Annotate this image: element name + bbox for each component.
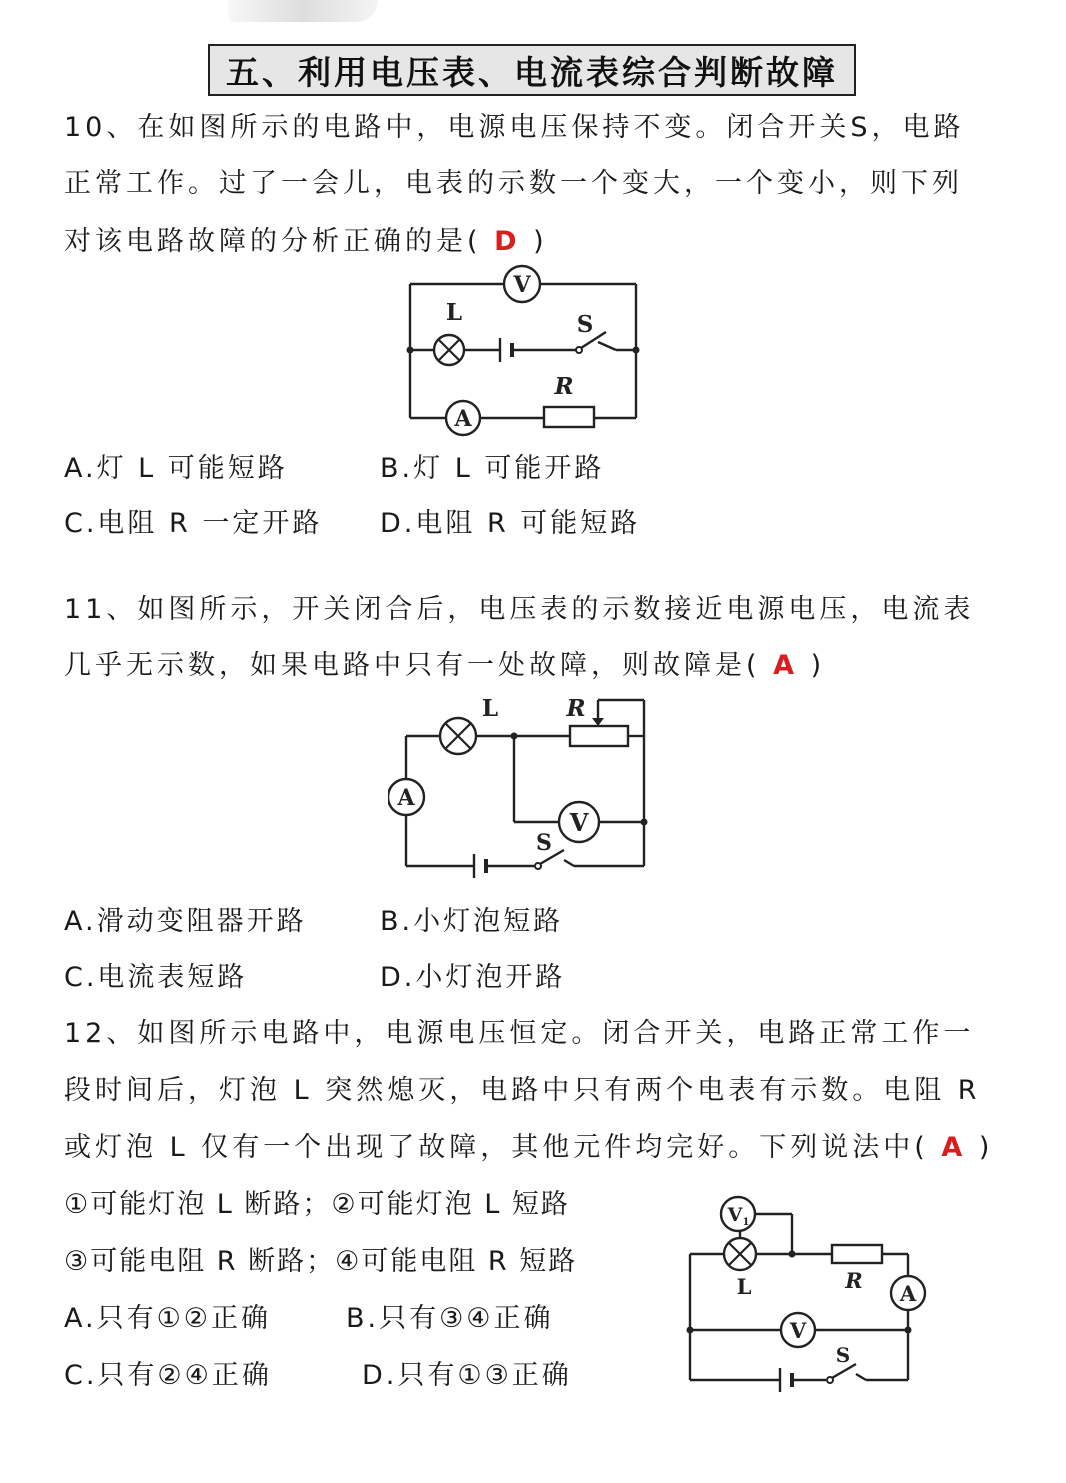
q12-junction-c (687, 1327, 694, 1334)
q10-junction-left (407, 347, 414, 354)
q10-switch-label: S (576, 311, 594, 338)
q12-statements-3-4: ③可能电阻 R 断路；④可能电阻 R 短路 (64, 1246, 578, 1277)
q11-close-paren: ) (810, 650, 826, 681)
q12-voltmeter-1-icon (721, 1197, 755, 1231)
scan-smudge (228, 0, 378, 22)
svg-text:A: A (454, 406, 472, 432)
q11-stem-end: 几乎无示数，如果电路中只有一处故障，则故障是( (64, 650, 761, 681)
q10-lamp-icon (434, 335, 464, 365)
section-title: 五、利用电压表、电流表综合判断故障 (208, 44, 856, 96)
svg-text:V: V (789, 1318, 807, 1343)
q12-switch-label: S (835, 1343, 851, 1367)
q11-circuit-diagram (388, 690, 658, 890)
svg-text:A: A (397, 785, 415, 811)
q10-resistor-icon (544, 407, 594, 427)
q10-stem-end: 对该电路故障的分析正确的是( (64, 226, 482, 257)
q12-option-b[interactable]: B.只有③④正确 (346, 1303, 554, 1334)
q10-option-c[interactable]: C.电阻 R 一定开路 (64, 508, 323, 539)
q11-answer: A (773, 650, 799, 681)
q10-voltmeter-icon (504, 266, 540, 302)
q10-option-d[interactable]: D.电阻 R 可能短路 (380, 508, 641, 539)
q11-switch-label: S (536, 830, 552, 856)
svg-text:V: V (727, 1204, 743, 1226)
q11-option-d[interactable]: D.小灯泡开路 (380, 962, 566, 993)
q11-voltmeter-icon (559, 802, 599, 842)
q12-circuit-diagram (680, 1190, 930, 1400)
q10-answer: D (494, 226, 521, 257)
q12-close-paren: ) (978, 1132, 994, 1163)
q12-line-1: 12、如图所示电路中，电源电压恒定。闭合开关，电路正常工作一 (64, 1018, 975, 1049)
q11-lamp-icon (440, 718, 476, 754)
q11-rheostat-icon (570, 726, 628, 746)
q11-lamp-label: L (481, 695, 499, 722)
q11-slider-arrow-icon (592, 718, 604, 726)
q11-junction-top (511, 733, 518, 740)
q12-lamp-label: L (736, 1274, 752, 1299)
q11-option-b[interactable]: B.小灯泡短路 (380, 906, 564, 937)
q10-circuit-diagram (398, 262, 648, 437)
q12-junction-d (905, 1327, 912, 1334)
q12-option-a[interactable]: A.只有①②正确 (64, 1303, 271, 1334)
q10-lamp-label: L (445, 299, 463, 326)
q11-battery-icon (474, 854, 486, 878)
q12-voltmeter-icon (781, 1313, 815, 1347)
q10-resistor-label: R (554, 373, 574, 400)
svg-text:V: V (569, 808, 589, 837)
q12-ammeter-icon (891, 1276, 925, 1310)
q12-stem-end: 或灯泡 L 仅有一个出现了故障，其他元件均完好。下列说法中( (64, 1132, 929, 1163)
q11-line-1: 11、如图所示，开关闭合后，电压表的示数接近电源电压，电流表 (64, 594, 975, 625)
q10-line-1: 10、在如图所示的电路中，电源电压保持不变。闭合开关S，电路 (64, 112, 965, 143)
q11-rheostat-label: R (566, 695, 586, 722)
q10-line-3 (64, 228, 548, 255)
q12-answer: A (941, 1132, 967, 1163)
q12-junction-b (789, 1251, 796, 1258)
svg-text:A: A (899, 1281, 917, 1306)
q12-battery-icon (780, 1368, 792, 1392)
q11-line-2 (64, 652, 825, 679)
q10-option-a[interactable]: A.灯 L 可能短路 (64, 453, 288, 484)
q10-junction-right (633, 347, 640, 354)
q12-option-c[interactable]: C.只有②④正确 (64, 1360, 272, 1391)
q11-option-c[interactable]: C.电流表短路 (64, 962, 248, 993)
q10-option-b[interactable]: B.灯 L 可能开路 (380, 453, 605, 484)
q12-statements-1-2: ①可能灯泡 L 断路；②可能灯泡 L 短路 (64, 1189, 570, 1220)
q10-battery-icon (500, 338, 512, 362)
q10-line-2: 正常工作。过了一会儿，电表的示数一个变大，一个变小，则下列 (64, 168, 963, 199)
q11-option-a[interactable]: A.滑动变阻器开路 (64, 906, 307, 937)
q11-ammeter-icon (388, 779, 424, 815)
q11-junction-right (641, 819, 648, 826)
q10-ammeter-icon (446, 401, 480, 435)
q12-resistor-icon (832, 1245, 882, 1263)
q12-lamp-icon (724, 1238, 756, 1270)
q12-resistor-label: R (845, 1268, 863, 1293)
q12-option-d[interactable]: D.只有①③正确 (362, 1360, 572, 1391)
svg-text:V: V (513, 272, 531, 298)
q12-line-2: 段时间后，灯泡 L 突然熄灭，电路中只有两个电表有示数。电阻 R (64, 1075, 981, 1106)
q12-line-3 (64, 1134, 993, 1161)
q10-close-paren: ) (533, 226, 548, 257)
svg-text:1: 1 (742, 1217, 750, 1228)
